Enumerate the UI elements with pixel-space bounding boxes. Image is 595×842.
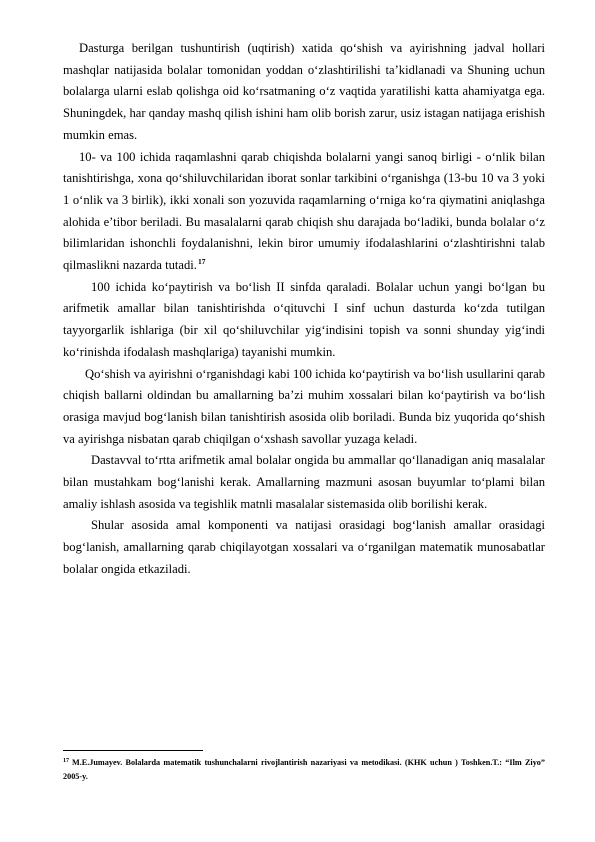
paragraph-5: Dastavval to‘rtta arifmetik amal bolalar ongida bu ammallar qo‘llanadigan aniq masalalar bilan mustahkam bog‘lanishi kerak. Amallarning mazmuni asosan buyumlar to‘plami bilan amaliy ishlash asosida va tegishlik matnli masalalar sistemasida olib borilishi kerak.: [63, 453, 545, 511]
footnote-reference: 17: [197, 257, 206, 267]
paragraph-6: Shular asosida amal komponenti va natijasi orasidagi bog‘lanish amallar orasidagi bog‘lanish, amallarning qarab chiqilayotgan xossalari va o‘rganilgan matematik munosabatlar bolalar ongida etkaziladi.: [63, 518, 545, 576]
footnote-separator: [63, 750, 203, 751]
paragraph-4: Qo‘shish va ayirishni o‘rganishdagi kabi 100 ichida ko‘paytirish va bo‘lish usullarini qarab chiqish ballarni oldindan bu amallarning ba’zi muhim xossalari bilan ko‘paytirish va bo‘lish orasiga mavjud bog‘lanish bilan tanishtirish asosida olib boriladi. Bunda biz yuqorida qo‘shish va ayirishga nisbatan qarab chiqilgan o‘xshash savollar yuzaga keladi.: [63, 366, 545, 446]
footnote: [63, 754, 545, 784]
paragraph-2: [63, 147, 545, 277]
footnote-number: 17: [63, 758, 69, 764]
paragraph-2-text: 10- va 100 ichida raqamlashni qarab chiqishda bolalarni yangi sanoq birligi - o‘nlik bilan tanishtirishga, xona qo‘shiluvchilaridan iborat sonlar tarkibini o‘rganishga (13-bu 10 va 3 yoki 1 o‘nlik va 3 birlik), ikki xonali son yozuvida raqamlarning o‘rniga ko‘ra qiymatini aniqlashga alohida e’tibor beriladi. Bu masalalarni qarab chiqish shu darajada bo‘ladiki, bunda bolalar o‘z bilimlaridan ishonchli foydalanishni, lekin biror umumiy ifodalashlarini o‘zlashtirishni talab qilmaslikni nazarda tutadi.: [63, 149, 545, 273]
footnote-text: M.E.Jumayev. Bolalarda matematik tushunchalarni rivojlantirish nazariyasi va metodikasi. (KHK uchun ) Toshken.T.: “Ilm Ziyo” 2005-y.: [63, 758, 545, 781]
paragraph-1: Dasturga berilgan tushuntirish (uqtirish) xatida qo‘shish va ayirishning jadval hollari mashqlar natijasida bolalar tomonidan yoddan o‘zlashtirilishi ta’kidlanadi va Shuning uchun bolalarga ularni eslab qolishga oid ko‘rsatmaning o‘z vaqtida yaratilishi katta ahamiyatga ega. Shuningdek, har qanday mashq qilish ishini ham olib borish zarur, usiz istagan natijaga erishish mumkin emas.: [63, 41, 545, 142]
paragraph-3: 100 ichida ko‘paytirish va bo‘lish II sinfda qaraladi. Bolalar uchun yangi bo‘lgan bu arifmetik amallar bilan tanishtirishda o‘qituvchi I sinf uchun dasturda ko‘zda tutilgan tayyorgarlik ishlariga (bir xil qo‘shiluvchilar yig‘indisini topish va sonni shunday yig‘indi ko‘rinishda ifodalash mashqlariga) tayanishi mumkin.: [63, 279, 545, 359]
